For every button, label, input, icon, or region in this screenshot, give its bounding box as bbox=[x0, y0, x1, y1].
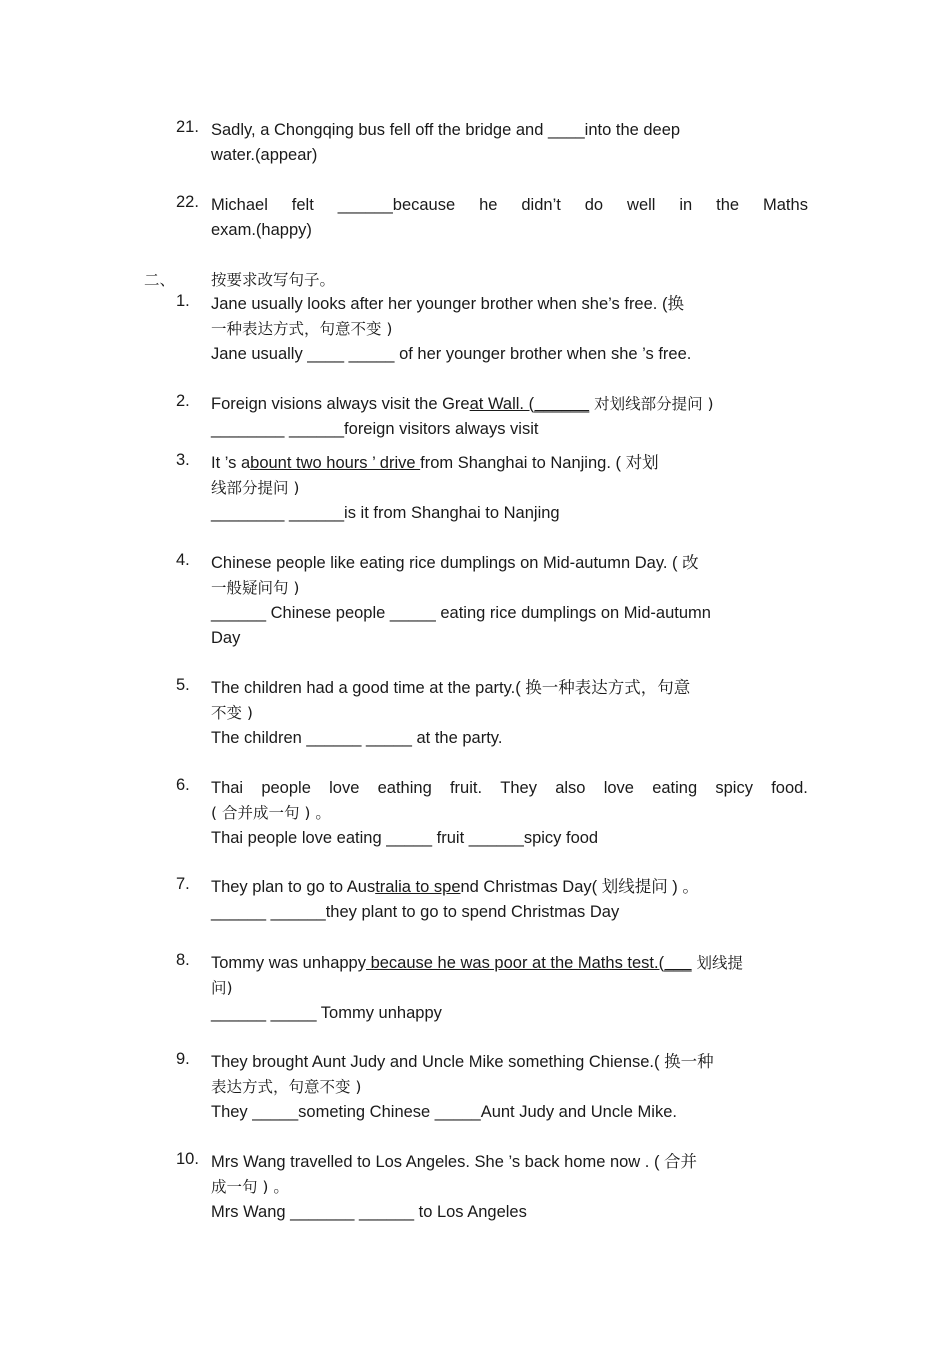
word: They bbox=[500, 779, 537, 797]
word: food. bbox=[771, 779, 808, 797]
word: the bbox=[716, 196, 740, 214]
question-line bbox=[211, 951, 808, 976]
word: Maths bbox=[763, 196, 808, 214]
question-line: Sadly, a Chongqing bus fell off the bridge and ____into the deep bbox=[211, 121, 681, 139]
question-number: 6. bbox=[176, 776, 190, 794]
question-line: ( 合并成一句 ) 。 bbox=[211, 804, 331, 822]
answer-line: ______ ______they plant to go to spend Christmas Day bbox=[211, 903, 620, 921]
answer-line: ______ _____ Tommy unhappy bbox=[211, 1004, 442, 1022]
word: Thai bbox=[211, 779, 244, 797]
word: love bbox=[329, 779, 360, 797]
section-title: 按要求改写句子。 bbox=[211, 271, 336, 289]
instruction-segment: 划线提 bbox=[691, 954, 744, 972]
question-line: 一般疑问句 ) bbox=[211, 579, 300, 597]
question-4 bbox=[176, 551, 808, 651]
word: well bbox=[627, 196, 656, 214]
question-line: The children had a good time at the party.( 换一种表达方式，句意 bbox=[211, 679, 691, 697]
answer-line: Day bbox=[211, 629, 241, 647]
question-line: 问) bbox=[211, 979, 233, 997]
underlined-segment: because he was poor at the Maths test.(___ bbox=[366, 954, 692, 972]
word: ______because bbox=[337, 196, 456, 214]
question-1 bbox=[176, 292, 808, 367]
question-3 bbox=[176, 451, 808, 526]
word: also bbox=[555, 779, 586, 797]
word: he bbox=[479, 196, 498, 214]
text-segment: Tommy was unhappy bbox=[211, 954, 366, 972]
word: love bbox=[603, 779, 634, 797]
question-21 bbox=[176, 118, 808, 168]
question-number: 4. bbox=[176, 551, 190, 569]
question-line: water.(appear) bbox=[211, 146, 318, 164]
text-segment: Foreign visions always visit the Gre bbox=[211, 395, 470, 413]
underlined-segment: bount two hours ’ drive bbox=[250, 454, 421, 472]
underlined-segment: tralia to spe bbox=[375, 878, 461, 896]
question-line: Mrs Wang travelled to Los Angeles. She ’s back home now . ( 合并 bbox=[211, 1153, 698, 1171]
word: Michael bbox=[211, 196, 268, 214]
question-line: 线部分提问 ) bbox=[211, 479, 300, 497]
question-6 bbox=[176, 776, 808, 851]
question-8 bbox=[176, 951, 808, 1026]
word: didn’t bbox=[521, 196, 561, 214]
answer-line: Thai people love eating _____ fruit ______spicy food bbox=[211, 829, 599, 847]
question-line bbox=[211, 193, 808, 218]
question-7 bbox=[176, 875, 808, 925]
question-line: 不变 ) bbox=[211, 704, 253, 722]
word: eating bbox=[652, 779, 698, 797]
question-line bbox=[211, 776, 808, 801]
answer-line: They _____someting Chinese _____Aunt Judy and Uncle Mike. bbox=[211, 1103, 677, 1121]
question-line bbox=[211, 875, 808, 900]
question-number: 22. bbox=[176, 193, 199, 211]
section-number: 二、 bbox=[144, 271, 176, 289]
question-5 bbox=[176, 676, 808, 751]
question-number: 9. bbox=[176, 1050, 190, 1068]
word: do bbox=[584, 196, 604, 214]
question-10 bbox=[176, 1150, 808, 1225]
question-line: exam.(happy) bbox=[211, 221, 312, 239]
question-number: 7. bbox=[176, 875, 190, 893]
question-line: They brought Aunt Judy and Uncle Mike something Chiense.( 换一种 bbox=[211, 1053, 714, 1071]
answer-line: Jane usually ____ _____ of her younger brother when she ’s free. bbox=[211, 345, 692, 363]
question-line: 表达方式，句意不变 ) bbox=[211, 1078, 362, 1096]
question-number: 2. bbox=[176, 392, 190, 410]
word: spicy bbox=[715, 779, 753, 797]
question-line: Chinese people like eating rice dumplings on Mid-autumn Day. ( 改 bbox=[211, 554, 699, 572]
question-number: 5. bbox=[176, 676, 190, 694]
question-2 bbox=[176, 392, 808, 442]
question-line bbox=[211, 451, 808, 476]
question-line: 成一句 ) 。 bbox=[211, 1178, 289, 1196]
word: felt bbox=[291, 196, 314, 214]
question-number: 10. bbox=[176, 1150, 199, 1168]
underlined-segment: at Wall. (______ bbox=[469, 395, 590, 413]
question-number: 21. bbox=[176, 118, 199, 136]
word: eathing bbox=[377, 779, 432, 797]
question-line: Jane usually looks after her younger brother when she’s free. (换 bbox=[211, 295, 684, 313]
question-number: 8. bbox=[176, 951, 190, 969]
question-number: 1. bbox=[176, 292, 190, 310]
instruction-segment: from Shanghai to Nanjing. ( 对划 bbox=[420, 454, 659, 472]
instruction-segment: 对划线部分提问 ) bbox=[589, 395, 714, 413]
question-line: 一种表达方式，句意不变 ) bbox=[211, 320, 393, 338]
word: people bbox=[261, 779, 311, 797]
text-segment: It ’s a bbox=[211, 454, 251, 472]
word: in bbox=[679, 196, 693, 214]
answer-line: ________ ______is it from Shanghai to Nanjing bbox=[211, 504, 560, 522]
answer-line: ________ ______foreign visitors always visit bbox=[211, 420, 539, 438]
answer-line: Mrs Wang _______ ______ to Los Angeles bbox=[211, 1203, 527, 1221]
question-22 bbox=[176, 193, 808, 243]
answer-line: ______ Chinese people _____ eating rice dumplings on Mid-autumn bbox=[211, 604, 711, 622]
instruction-segment: nd Christmas Day( 划线提问 ) 。 bbox=[460, 878, 699, 896]
question-9 bbox=[176, 1050, 808, 1125]
question-line bbox=[211, 392, 808, 417]
answer-line: The children ______ _____ at the party. bbox=[211, 729, 503, 747]
word: fruit. bbox=[449, 779, 483, 797]
text-segment: They plan to go to Aus bbox=[211, 878, 376, 896]
question-number: 3. bbox=[176, 451, 190, 469]
